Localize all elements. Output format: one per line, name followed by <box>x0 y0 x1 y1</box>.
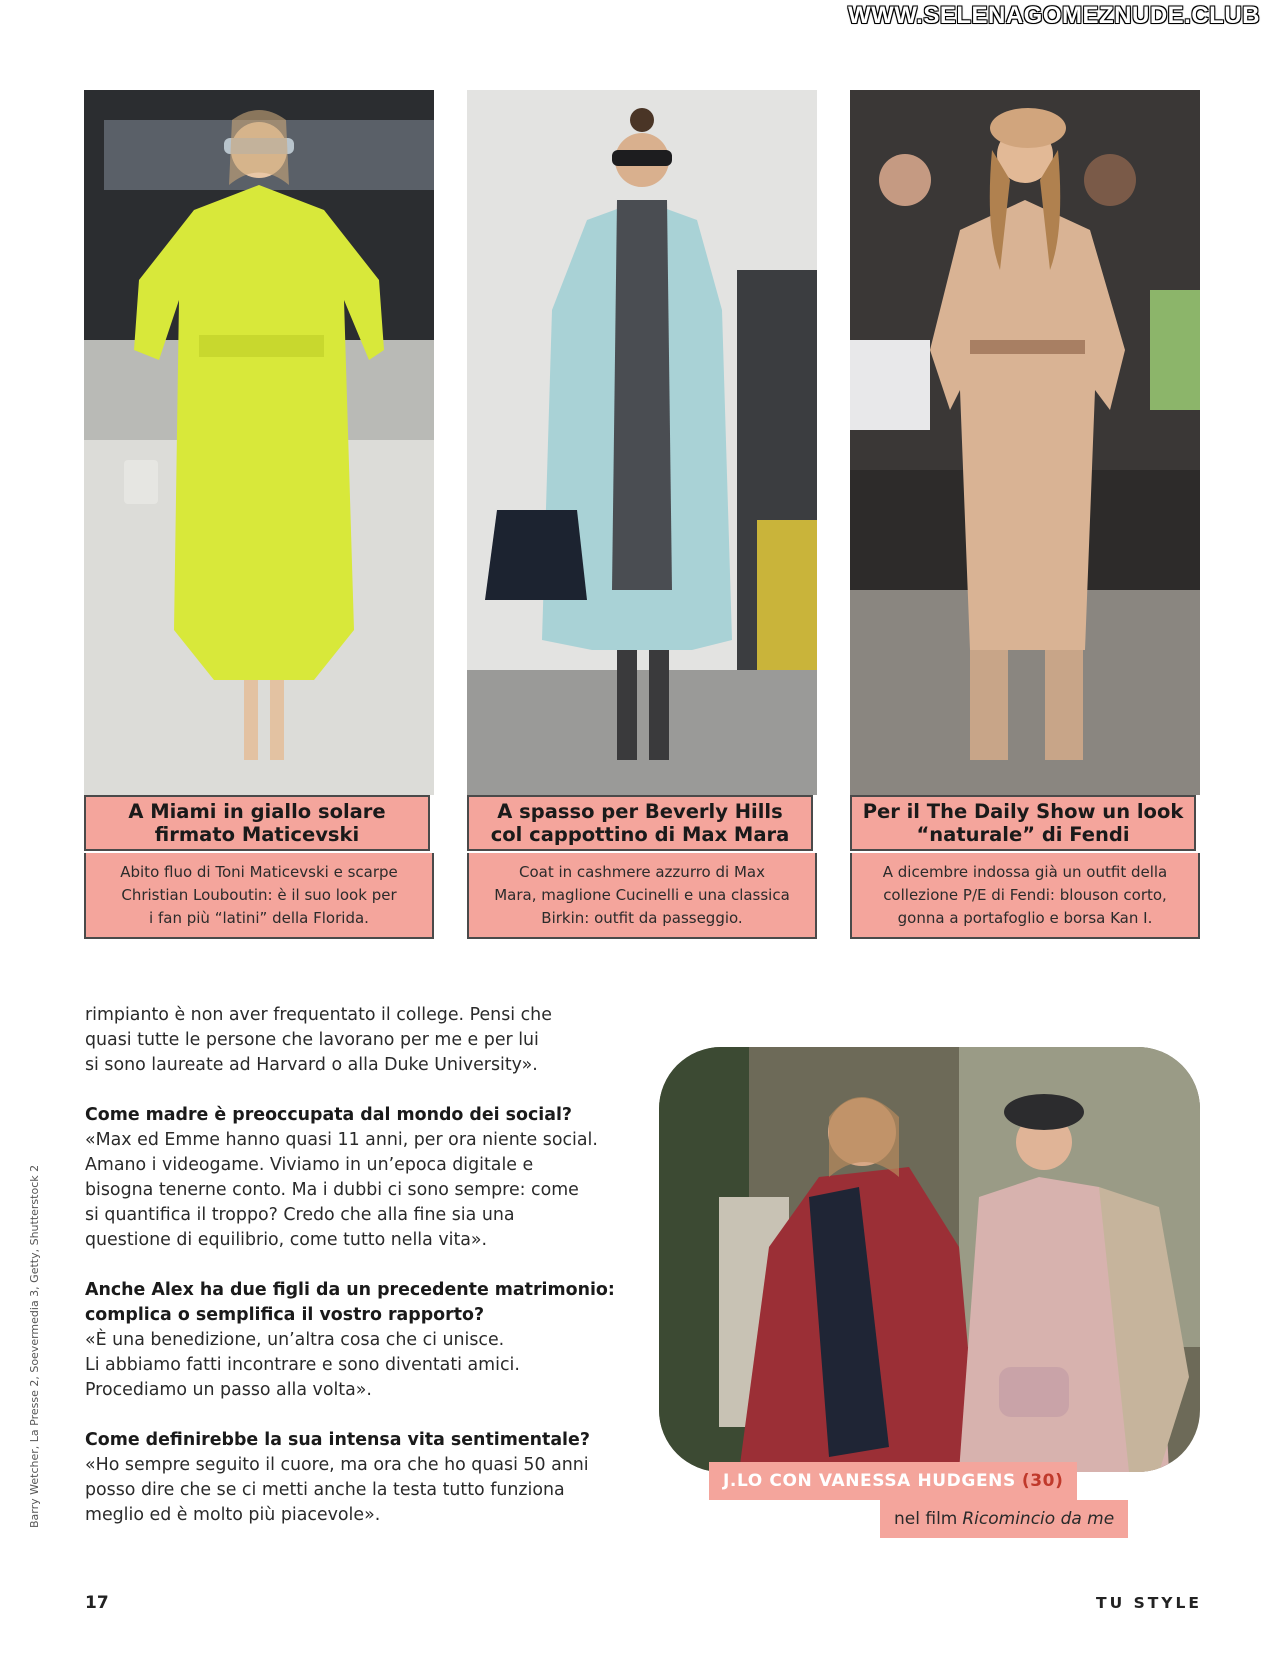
look-title-daily-show: Per il The Daily Show un look “naturale” di Fendi <box>850 795 1196 851</box>
article-qa <box>85 1278 625 1403</box>
inset-caption-film <box>880 1500 1128 1538</box>
page-number: 17 <box>85 1593 109 1613</box>
interview-article <box>85 1003 625 1553</box>
article-question: Come definirebbe la sua intensa vita sentimentale? <box>85 1430 590 1450</box>
look-text-beverly-hills: Coat in cashmere azzurro di Max Mara, maglione Cucinelli e una classica Birkin: outfit da passeggio. <box>467 853 817 939</box>
article-answer: «Max ed Emme hanno quasi 11 anni, per ora niente social. Amano i videogame. Viviamo in un’epoca digitale e bisogna tenerne conto. Ma i dubbi ci sono sempre: come si quantifica il troppo? Credo che alla fine sia una questione di equilibrio, come tutto nella vita». <box>85 1130 598 1250</box>
article-answer: «Ho sempre seguito il cuore, ma ora che ho quasi 50 anni posso dire che se ci metti anche la testa tutto funziona meglio ed è molto più piacevole». <box>85 1455 589 1525</box>
article-qa <box>85 1428 625 1528</box>
inset-caption-film-title: Ricomincio da me <box>962 1509 1115 1529</box>
article-answer: «È una benedizione, un’altra cosa che ci unisce. Li abbiamo fatti incontrare e sono diventati amici. Procediamo un passo alla volta». <box>85 1330 520 1400</box>
look-title-beverly-hills: A spasso per Beverly Hills col cappottino di Max Mara <box>467 795 813 851</box>
look-title-miami: A Miami in giallo solare firmato Maticevski <box>84 795 430 851</box>
look-text-miami: Abito fluo di Toni Maticevski e scarpe Christian Louboutin: è il suo look per i fan più “latini” della Florida. <box>84 853 434 939</box>
look-text-daily-show: A dicembre indossa già un outfit della collezione P/E di Fendi: blouson corto, gonna a portafoglio e borsa Kan I. <box>850 853 1200 939</box>
article-question: Come madre è preoccupata dal mondo dei social? <box>85 1105 573 1125</box>
inset-caption-film-prefix: nel film <box>894 1509 958 1529</box>
inset-photo-film-still <box>659 1047 1200 1472</box>
photo-daily-show-fendi <box>850 90 1200 795</box>
magazine-name: TU STYLE <box>1096 1594 1202 1612</box>
article-question: Anche Alex ha due figli da un precedente matrimonio: complica o semplifica il vostro rapporto? <box>85 1280 615 1325</box>
inset-caption-names <box>709 1462 1077 1500</box>
photo-beverly-hills-blue-coat <box>467 90 817 795</box>
photo-miami-yellow-dress <box>84 90 434 795</box>
article-paragraph: rimpianto è non aver frequentato il college. Pensi che quasi tutte le persone che lavorano per me e per lui si sono laureate ad Harvard o alla Duke University». <box>85 1005 552 1075</box>
article-qa <box>85 1103 625 1253</box>
photo-credits: Barry Wetcher, La Presse 2, Soevermedia 3, Getty, Shutterstock 2 <box>28 1164 41 1528</box>
inset-caption-age: (30) <box>1021 1471 1064 1491</box>
watermark: WWW.SELENAGOMEZNUDE.CLUB <box>848 2 1260 29</box>
inset-caption-names-text: J.LO CON VANESSA HUDGENS <box>723 1471 1016 1491</box>
